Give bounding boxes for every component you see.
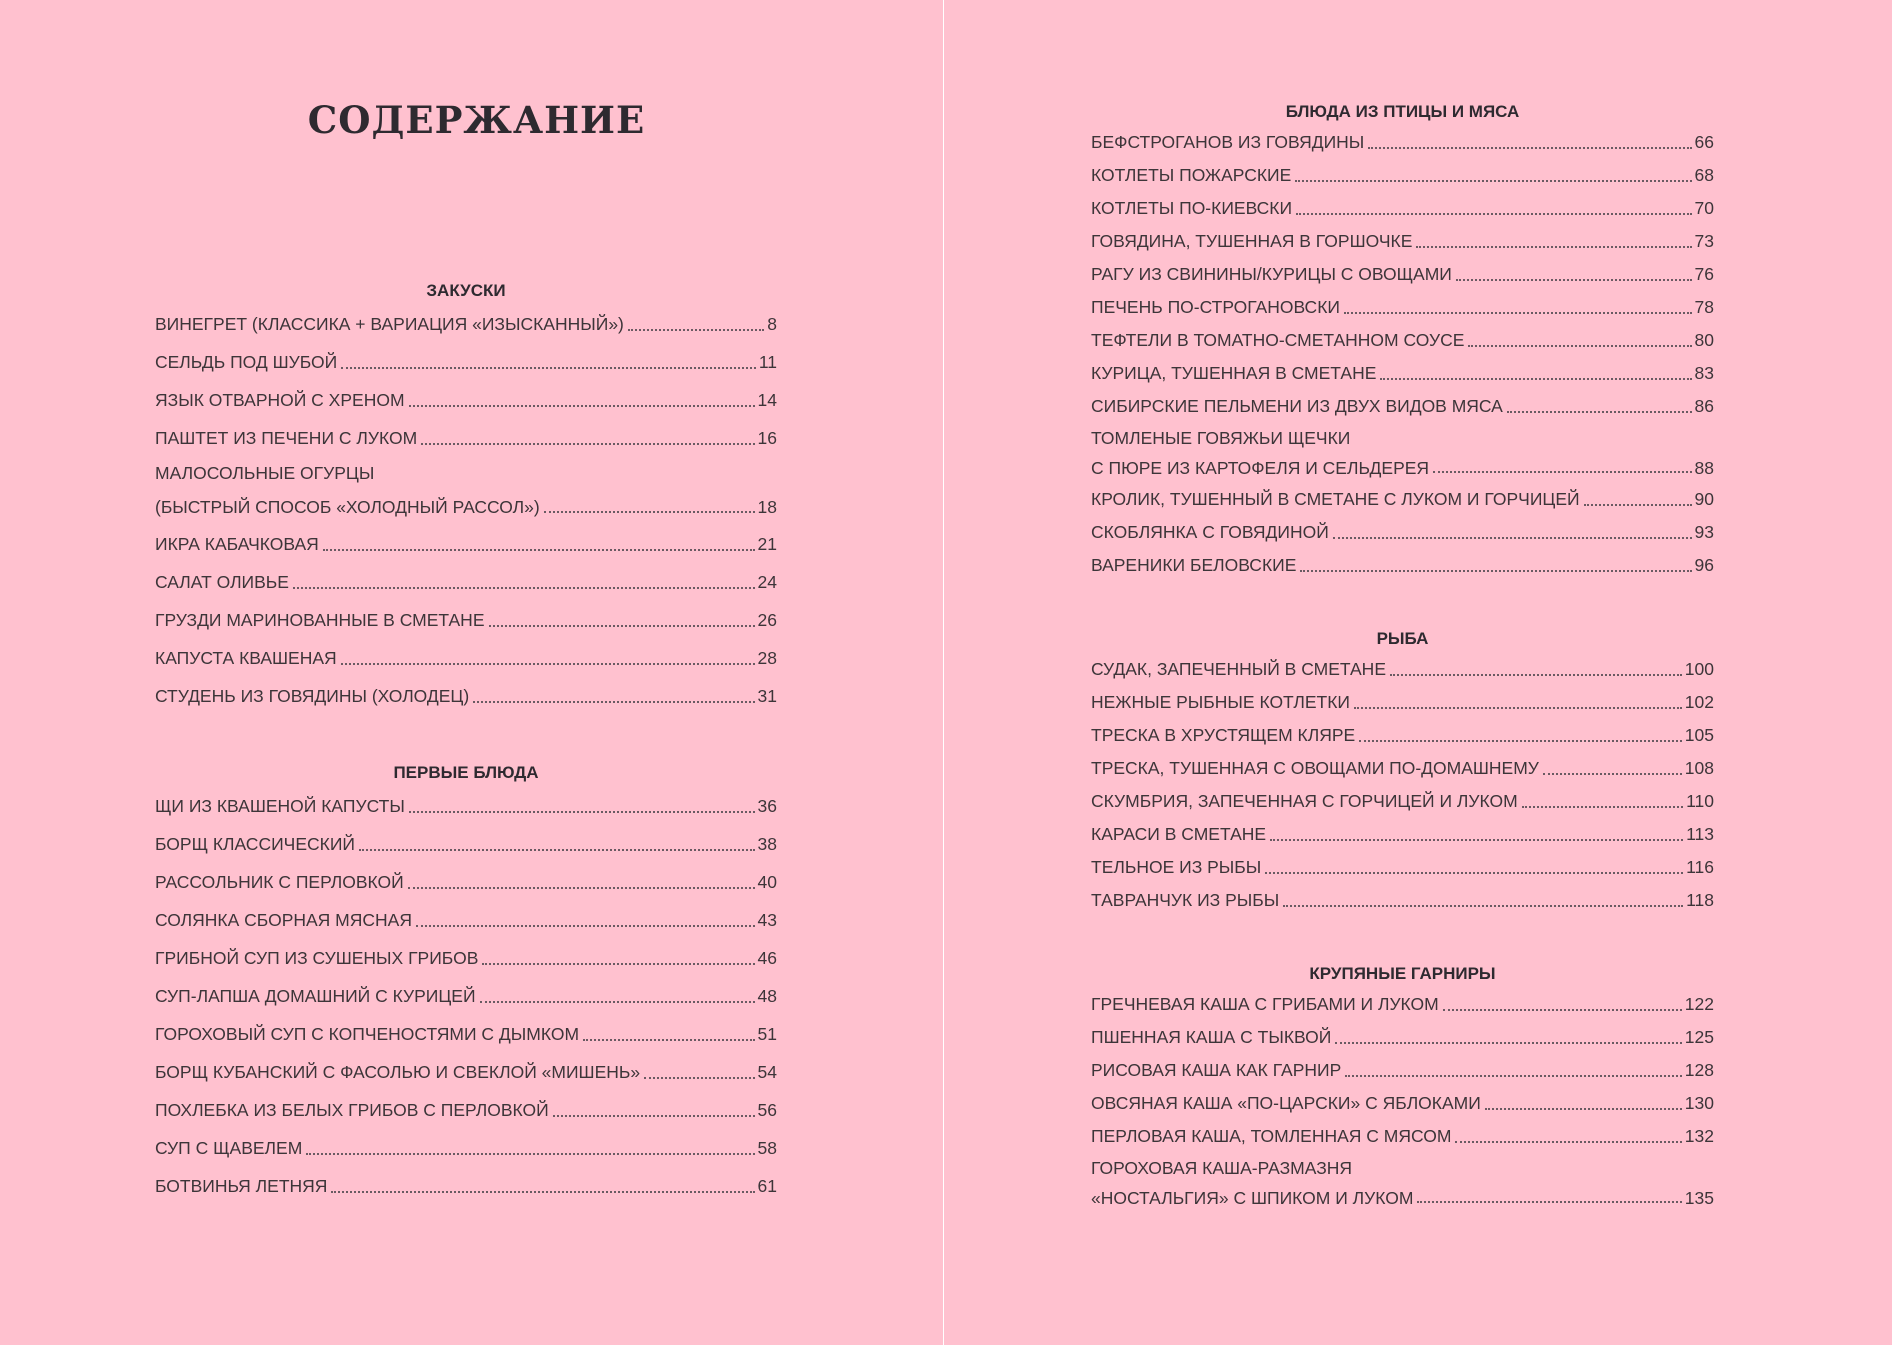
page-number: 51 xyxy=(757,1024,777,1044)
dot-leader xyxy=(1295,180,1691,182)
dot-leader xyxy=(1543,773,1682,775)
toc-entry[interactable] xyxy=(1091,1021,1714,1054)
dot-leader xyxy=(1456,279,1692,281)
right-page-contents xyxy=(1091,98,1714,1213)
entry-title: СКУМБРИЯ, ЗАПЕЧЕННАЯ С ГОРЧИЦЕЙ И ЛУКОМ xyxy=(1091,791,1518,811)
dot-leader xyxy=(1416,246,1691,248)
toc-entry[interactable] xyxy=(1091,192,1714,225)
page-number: 18 xyxy=(757,497,777,517)
toc-entry[interactable] xyxy=(1091,785,1714,818)
toc-entry[interactable] xyxy=(155,601,777,639)
page-number: 36 xyxy=(757,796,777,816)
toc-entry[interactable] xyxy=(1091,752,1714,785)
entry-title: СТУДЕНЬ ИЗ ГОВЯДИНЫ (ХОЛОДЕЦ) xyxy=(155,686,470,706)
toc-entry[interactable] xyxy=(1091,390,1714,423)
entry-title: СУДАК, ЗАПЕЧЕННЫЙ В СМЕТАНЕ xyxy=(1091,659,1386,679)
page-number: 128 xyxy=(1684,1060,1714,1080)
entry-title: КОТЛЕТЫ ПО-КИЕВСКИ xyxy=(1091,198,1293,218)
contents-title: СОДЕРЖАНИЕ xyxy=(307,98,646,142)
dot-leader xyxy=(1300,570,1691,572)
toc-entry[interactable] xyxy=(1091,851,1714,884)
toc-entry[interactable] xyxy=(155,863,777,901)
page-number: 46 xyxy=(757,948,777,968)
toc-entry[interactable] xyxy=(155,343,777,381)
entry-title: ГОВЯДИНА, ТУШЕННАЯ В ГОРШОЧКЕ xyxy=(1091,231,1413,251)
toc-entry[interactable] xyxy=(155,1167,777,1205)
entry-title: КОТЛЕТЫ ПОЖАРСКИЕ xyxy=(1091,165,1292,185)
toc-entry[interactable] xyxy=(155,639,777,677)
toc-entry[interactable] xyxy=(1091,653,1714,686)
toc-entry[interactable] xyxy=(155,825,777,863)
toc-entry[interactable] xyxy=(155,901,777,939)
toc-entry[interactable] xyxy=(155,1091,777,1129)
dot-leader xyxy=(1265,872,1683,874)
page-number: 88 xyxy=(1694,458,1714,478)
section-heading: БЛЮДА ИЗ ПТИЦЫ И МЯСА xyxy=(1285,102,1520,121)
entry-title: ТЕФТЕЛИ В ТОМАТНО-СМЕТАННОМ СОУСЕ xyxy=(1091,330,1465,350)
toc-entry[interactable] xyxy=(1091,884,1714,917)
page-number: 54 xyxy=(757,1062,777,1082)
section-heading: РЫБА xyxy=(1376,629,1429,648)
entry-title: БОРЩ КЛАССИЧЕСКИЙ xyxy=(155,834,355,854)
entry-title: ТЕЛЬНОЕ ИЗ РЫБЫ xyxy=(1091,857,1262,877)
dot-leader xyxy=(1417,1201,1681,1203)
section-heading: ЗАКУСКИ xyxy=(426,281,506,300)
entry-title: СИБИРСКИЕ ПЕЛЬМЕНИ ИЗ ДВУХ ВИДОВ МЯСА xyxy=(1091,396,1503,416)
entry-title: ПЕРЛОВАЯ КАША, ТОМЛЕННАЯ С МЯСОМ xyxy=(1091,1126,1452,1146)
dot-leader xyxy=(1443,1009,1682,1011)
toc-entry[interactable] xyxy=(155,563,777,601)
toc-entry[interactable] xyxy=(1091,818,1714,851)
dot-leader xyxy=(1354,707,1682,709)
page-number: 100 xyxy=(1684,659,1714,679)
entry-title: СУП-ЛАПША ДОМАШНИЙ С КУРИЦЕЙ xyxy=(155,986,476,1006)
page-number: 14 xyxy=(757,390,777,410)
page-number: 68 xyxy=(1694,165,1714,185)
dot-leader xyxy=(359,849,755,851)
dot-leader xyxy=(306,1153,754,1155)
dot-leader xyxy=(1296,213,1691,215)
entry-title: ГРЕЧНЕВАЯ КАША С ГРИБАМИ И ЛУКОМ xyxy=(1091,994,1439,1014)
page-number: 108 xyxy=(1684,758,1714,778)
entry-title: БОРЩ КУБАНСКИЙ С ФАСОЛЬЮ И СВЕКЛОЙ «МИШЕНЬ» xyxy=(155,1062,641,1082)
dot-leader xyxy=(1345,1075,1682,1077)
toc-entry[interactable] xyxy=(155,1129,777,1167)
toc-entry[interactable] xyxy=(1091,719,1714,752)
section-gap xyxy=(155,715,777,759)
page-number: 93 xyxy=(1694,522,1714,542)
toc-entry[interactable] xyxy=(1091,549,1714,582)
entry-title: РИСОВАЯ КАША КАК ГАРНИР xyxy=(1091,1060,1342,1080)
dot-leader xyxy=(409,405,755,407)
section-heading: КРУПЯНЫЕ ГАРНИРЫ xyxy=(1309,964,1496,983)
dot-leader xyxy=(408,887,755,889)
toc-entry[interactable] xyxy=(155,977,777,1015)
page-number: 130 xyxy=(1684,1093,1714,1113)
entry-title: ПАШТЕТ ИЗ ПЕЧЕНИ С ЛУКОМ xyxy=(155,428,418,448)
dot-leader xyxy=(473,701,754,703)
page-number: 113 xyxy=(1686,824,1714,844)
entry-title: ЩИ ИЗ КВАШЕНОЙ КАПУСТЫ xyxy=(155,796,405,816)
toc-entry[interactable] xyxy=(1091,453,1714,483)
page-number: 122 xyxy=(1684,994,1714,1014)
entry-title: ОВСЯНАЯ КАША «ПО-ЦАРСКИ» С ЯБЛОКАМИ xyxy=(1091,1093,1481,1113)
dot-leader xyxy=(553,1115,755,1117)
toc-entry-multiline[interactable] xyxy=(1091,1153,1714,1213)
entry-title: КАПУСТА КВАШЕНАЯ xyxy=(155,648,337,668)
page-number: 86 xyxy=(1694,396,1714,416)
toc-entry-multiline[interactable] xyxy=(1091,423,1714,483)
page-number: 26 xyxy=(757,610,777,630)
page-number: 66 xyxy=(1694,132,1714,152)
dot-leader xyxy=(1455,1141,1681,1143)
toc-entry[interactable] xyxy=(1091,159,1714,192)
entry-title-line1: МАЛОСОЛЬНЫЕ ОГУРЦЫ xyxy=(155,463,375,483)
entry-title: ГРУЗДИ МАРИНОВАННЫЕ В СМЕТАНЕ xyxy=(155,610,485,630)
page-number: 105 xyxy=(1684,725,1714,745)
entry-title: КАРАСИ В СМЕТАНЕ xyxy=(1091,824,1267,844)
page-number: 102 xyxy=(1684,692,1714,712)
page-number: 48 xyxy=(757,986,777,1006)
dot-leader xyxy=(1359,740,1682,742)
dot-leader xyxy=(341,663,755,665)
toc-entry[interactable] xyxy=(1091,988,1714,1021)
page-number: 40 xyxy=(757,872,777,892)
dot-leader xyxy=(1335,1042,1681,1044)
entry-title: СОЛЯНКА СБОРНАЯ МЯСНАЯ xyxy=(155,910,412,930)
entry-title: ИКРА КАБАЧКОВАЯ xyxy=(155,534,319,554)
entry-title: ПОХЛЕБКА ИЗ БЕЛЫХ ГРИБОВ С ПЕРЛОВКОЙ xyxy=(155,1100,549,1120)
entry-title: БЕФСТРОГАНОВ ИЗ ГОВЯДИНЫ xyxy=(1091,132,1365,152)
dot-leader xyxy=(482,963,754,965)
dot-leader xyxy=(1344,312,1692,314)
toc-entry[interactable] xyxy=(1091,126,1714,159)
page-fold-divider xyxy=(943,0,944,1345)
page-number: 56 xyxy=(757,1100,777,1120)
dot-leader xyxy=(489,625,755,627)
toc-entry[interactable] xyxy=(155,787,777,825)
dot-leader xyxy=(1507,411,1692,413)
entry-title: (БЫСТРЫЙ СПОСОБ «ХОЛОДНЫЙ РАССОЛ») xyxy=(155,497,540,517)
section-gap xyxy=(1091,582,1714,625)
entry-title-line1: ГОРОХОВАЯ КАША-РАЗМАЗНЯ xyxy=(1091,1158,1353,1178)
dot-leader xyxy=(544,511,755,513)
dot-leader xyxy=(644,1077,754,1079)
page-number: 21 xyxy=(757,534,777,554)
toc-entry[interactable] xyxy=(1091,357,1714,390)
entry-title: ВИНЕГРЕТ (КЛАССИКА + ВАРИАЦИЯ «ИЗЫСКАННЫЙ») xyxy=(155,314,624,334)
toc-entry[interactable] xyxy=(1091,291,1714,324)
section-heading: ПЕРВЫЕ БЛЮДА xyxy=(393,763,539,782)
entry-title: КРОЛИК, ТУШЕННЫЙ В СМЕТАНЕ С ЛУКОМ И ГОРЧИЦЕЙ xyxy=(1091,489,1580,509)
page-number: 110 xyxy=(1686,791,1714,811)
dot-leader xyxy=(293,587,755,589)
entry-title: СУП С ЩАВЕЛЕМ xyxy=(155,1138,303,1158)
page-number: 70 xyxy=(1694,198,1714,218)
page-number: 135 xyxy=(1684,1188,1714,1208)
dot-leader xyxy=(1333,537,1692,539)
page-number: 43 xyxy=(757,910,777,930)
dot-leader xyxy=(1433,471,1691,473)
dot-leader xyxy=(1584,504,1692,506)
entry-title: СЕЛЬДЬ ПОД ШУБОЙ xyxy=(155,352,338,372)
page-number: 118 xyxy=(1686,890,1714,910)
toc-entry[interactable] xyxy=(1091,1120,1714,1153)
toc-entry[interactable] xyxy=(155,305,777,343)
page-number: 96 xyxy=(1694,555,1714,575)
entry-title: БОТВИНЬЯ ЛЕТНЯЯ xyxy=(155,1176,328,1196)
left-page-contents xyxy=(155,277,777,1205)
entry-title: СКОБЛЯНКА С ГОВЯДИНОЙ xyxy=(1091,522,1329,542)
toc-entry-multiline[interactable] xyxy=(155,457,777,525)
entry-title-line1: ТОМЛЕНЫЕ ГОВЯЖЬИ ЩЕЧКИ xyxy=(1091,428,1351,448)
entry-title: ТАВРАНЧУК ИЗ РЫБЫ xyxy=(1091,890,1280,910)
toc-entry[interactable] xyxy=(1091,1183,1714,1213)
page-number: 28 xyxy=(757,648,777,668)
dot-leader xyxy=(480,1001,755,1003)
dot-leader xyxy=(421,443,754,445)
toc-entry[interactable] xyxy=(155,525,777,563)
entry-title: ТРЕСКА В ХРУСТЯЩЕМ КЛЯРЕ xyxy=(1091,725,1356,745)
toc-entry[interactable] xyxy=(155,419,777,457)
entry-title: ЯЗЫК ОТВАРНОЙ С ХРЕНОМ xyxy=(155,390,405,410)
entry-title: ГОРОХОВЫЙ СУП С КОПЧЕНОСТЯМИ С ДЫМКОМ xyxy=(155,1024,580,1044)
toc-entry[interactable] xyxy=(155,677,777,715)
dot-leader xyxy=(1380,378,1691,380)
entry-title: ТРЕСКА, ТУШЕННАЯ С ОВОЩАМИ ПО-ДОМАШНЕМУ xyxy=(1091,758,1539,778)
dot-leader xyxy=(416,925,755,927)
page-number: 125 xyxy=(1684,1027,1714,1047)
page-number: 83 xyxy=(1694,363,1714,383)
entry-title: «НОСТАЛЬГИЯ» С ШПИКОМ И ЛУКОМ xyxy=(1091,1188,1414,1208)
toc-entry[interactable] xyxy=(1091,686,1714,719)
entry-title: ГРИБНОЙ СУП ИЗ СУШЕНЫХ ГРИБОВ xyxy=(155,948,479,968)
entry-title: РАГУ ИЗ СВИНИНЫ/КУРИЦЫ С ОВОЩАМИ xyxy=(1091,264,1452,284)
toc-entry[interactable] xyxy=(155,1015,777,1053)
page-number: 16 xyxy=(757,428,777,448)
page-number: 31 xyxy=(757,686,777,706)
page-number: 61 xyxy=(757,1176,777,1196)
entry-title: НЕЖНЫЕ РЫБНЫЕ КОТЛЕТКИ xyxy=(1091,692,1350,712)
dot-leader xyxy=(1390,674,1682,676)
dot-leader xyxy=(628,329,764,331)
entry-title: ПЕЧЕНЬ ПО-СТРОГАНОВСКИ xyxy=(1091,297,1340,317)
dot-leader xyxy=(1522,806,1683,808)
toc-entry[interactable] xyxy=(155,381,777,419)
dot-leader xyxy=(341,367,756,369)
toc-entry[interactable] xyxy=(1091,1054,1714,1087)
dot-leader xyxy=(1270,839,1683,841)
toc-entry[interactable] xyxy=(1091,324,1714,357)
toc-entry[interactable] xyxy=(155,939,777,977)
page-number: 78 xyxy=(1694,297,1714,317)
entry-title: КУРИЦА, ТУШЕННАЯ В СМЕТАНЕ xyxy=(1091,363,1377,383)
section-gap xyxy=(1091,917,1714,960)
page-number: 11 xyxy=(758,352,777,372)
entry-title: ПШЕННАЯ КАША С ТЫКВОЙ xyxy=(1091,1027,1332,1047)
dot-leader xyxy=(583,1039,754,1041)
dot-leader xyxy=(1485,1108,1682,1110)
toc-entry[interactable] xyxy=(155,489,777,525)
page-number: 116 xyxy=(1686,857,1714,877)
dot-leader xyxy=(409,811,755,813)
toc-entry[interactable] xyxy=(1091,1087,1714,1120)
page-number: 58 xyxy=(757,1138,777,1158)
entry-title: С ПЮРЕ ИЗ КАРТОФЕЛЯ И СЕЛЬДЕРЕЯ xyxy=(1091,458,1430,478)
dot-leader xyxy=(331,1191,754,1193)
page-number: 132 xyxy=(1684,1126,1714,1146)
toc-entry[interactable] xyxy=(1091,225,1714,258)
page-number: 8 xyxy=(767,314,777,334)
entry-title: РАССОЛЬНИК С ПЕРЛОВКОЙ xyxy=(155,872,404,892)
entry-title: САЛАТ ОЛИВЬЕ xyxy=(155,572,289,592)
toc-entry[interactable] xyxy=(155,1053,777,1091)
toc-entry[interactable] xyxy=(1091,516,1714,549)
page-number: 90 xyxy=(1694,489,1714,509)
page-number: 80 xyxy=(1694,330,1714,350)
page-number: 24 xyxy=(757,572,777,592)
toc-entry[interactable] xyxy=(1091,258,1714,291)
dot-leader xyxy=(1368,147,1691,149)
dot-leader xyxy=(1283,905,1683,907)
dot-leader xyxy=(1468,345,1691,347)
entry-title: ВАРЕНИКИ БЕЛОВСКИЕ xyxy=(1091,555,1297,575)
page-number: 73 xyxy=(1694,231,1714,251)
toc-entry[interactable] xyxy=(1091,483,1714,516)
page-number: 38 xyxy=(757,834,777,854)
page-number: 76 xyxy=(1694,264,1714,284)
dot-leader xyxy=(323,549,755,551)
